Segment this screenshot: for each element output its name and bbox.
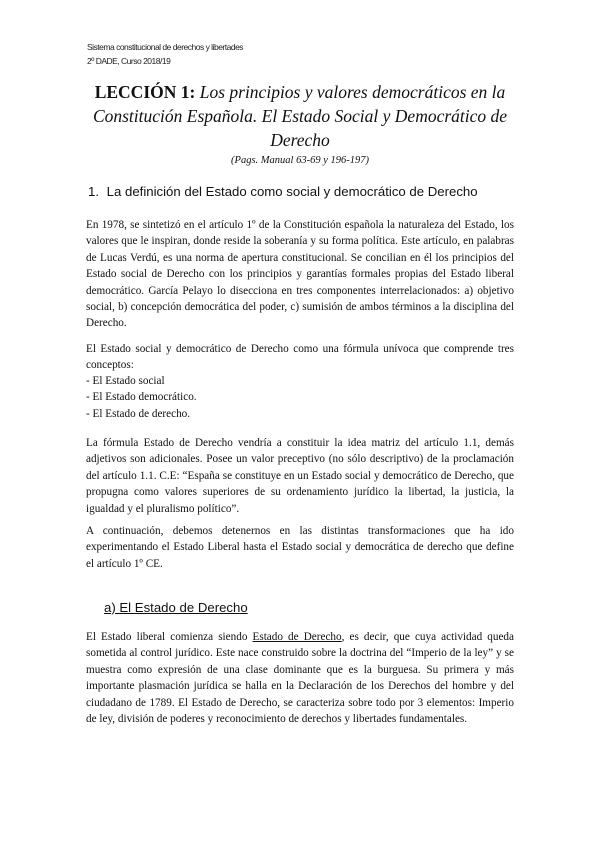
paragraph-text-rest: , es decir, que cuya actividad queda sometida al control jurídico. Este nace construido sobre la doctrina del “Imperio de la ley” y se muestra como expresión de una clase dominante que es la burguesa. Su primera y más importante plasmación jurídica se halla en la Declaración de los Derechos del hombre y del ciudadano de 1789. El Estado de Derecho, se caracteriza sobre todo por 3 elementos: Imperio de ley, división de poderes y reconocimiento de derechos y libertades fundamentales. [86, 631, 514, 726]
paragraph-text-start: El Estado liberal comienza siendo [86, 631, 253, 643]
list-item: - El Estado democrático. [86, 391, 197, 404]
lesson-title [88, 80, 512, 152]
paragraph-concepts: El Estado social y democrático de Derecho como una fórmula unívoca que comprende tres conceptos: [86, 343, 514, 372]
lesson-number: LECCIÓN 1 [94, 82, 190, 102]
concepts-list [86, 373, 514, 422]
lesson-title-block [88, 80, 512, 167]
list-item: - El Estado social [86, 375, 165, 387]
paragraph-intro: En 1978, se sintetizó en el artículo 1º de la Constitución española la naturaleza del Estado, los valores que le inspiran, donde reside la soberanía y su forma política. Este artículo, en palabras de Lucas Verdú, es una norma de apertura constitucional. Se concilian en él los principios del Estado social de Derecho con los principios y garantías formales propias del Estado liberal democrático. García Pelayo lo disecciona en tres componentes interrelacionados: a) objetivo social, b) concepción democrática del poder, c) sumisión de ambos términos a la disciplina del Derecho. [86, 219, 514, 330]
paragraph-estado-derecho [86, 629, 514, 727]
section-heading-text: La definición del Estado como social y democrático de Derecho [106, 184, 478, 199]
header-course-title: Sistema constitucional de derechos y libertades [87, 42, 244, 52]
page-header [87, 40, 243, 68]
paragraph-transformations: A continuación, debemos detenernos en las distintas transformaciones que ha ido experimentando el Estado Liberal hasta el Estado social y democrática de derecho que define el artículo 1º CE. [86, 525, 514, 570]
subsection-heading: a) El Estado de Derecho [104, 600, 248, 615]
section-number: 1. [88, 184, 99, 199]
section-heading [88, 183, 518, 201]
lesson-title-text: Los principios y valores democráticos en la Constitución Española. El Estado Social y Democrático de Derecho [92, 82, 508, 150]
underlined-term: Estado de Derecho [252, 631, 342, 643]
paragraph-formula: La fórmula Estado de Derecho vendría a constituir la idea matriz del artículo 1.1, demás adjetivos son adicionales. Posee un valor preceptivo (no sólo descriptivo) de la proclamación del artículo 1.1. C.E: “España se constituye en un Estado social y democrático de Derecho, que propugna como valores superiores de su ordenamiento jurídico la libertad, la justicia, la igualdad y el pluralismo político”. [86, 437, 514, 515]
lesson-title-colon: : [189, 82, 196, 102]
list-item: - El Estado de derecho. [86, 407, 191, 420]
manual-pages-reference: (Pags. Manual 63-69 y 196-197) [231, 155, 369, 166]
header-course-year: 2º DADE, Curso 2018/19 [87, 56, 171, 66]
